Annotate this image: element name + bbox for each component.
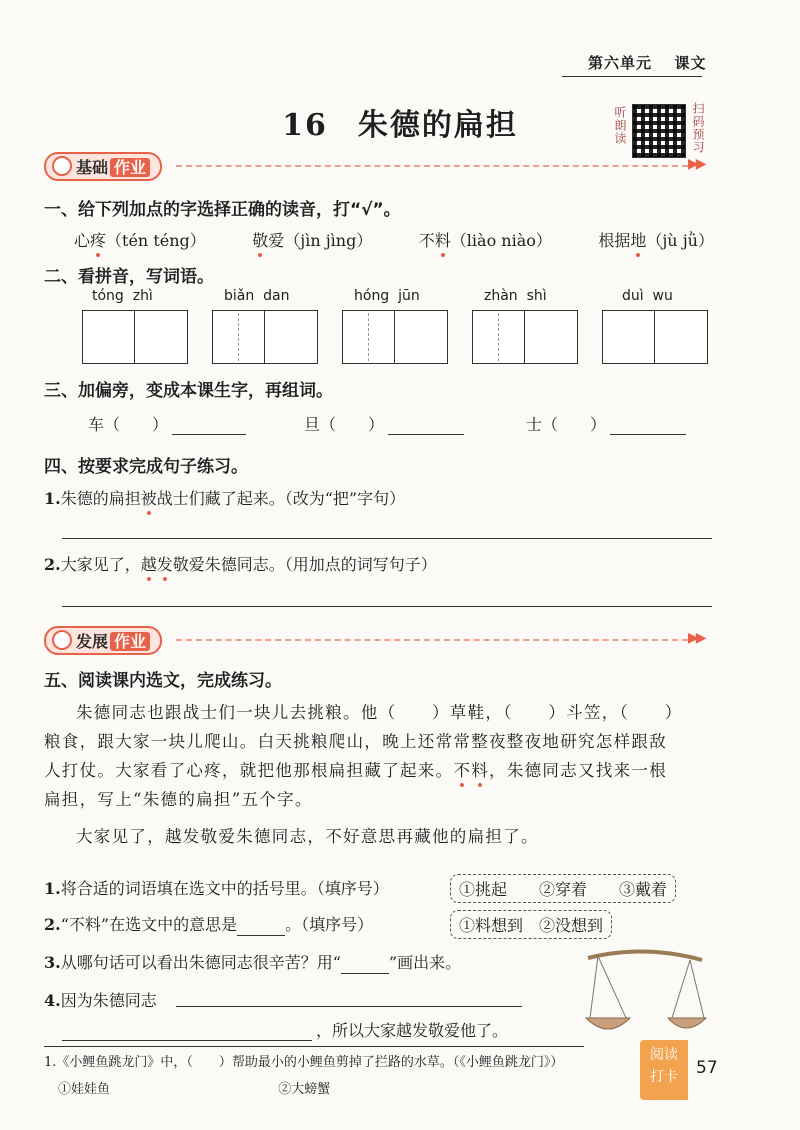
answer-line[interactable]: [62, 538, 712, 539]
q5-sub-2-options: ①料想到 ②没想到: [450, 910, 612, 939]
double-arrow-icon: ▶▶: [688, 156, 704, 172]
pinyin-label: zhàn shì: [484, 288, 547, 304]
listen-label: 听朗读: [613, 106, 627, 145]
q3-item: 旦（ ）: [304, 415, 385, 434]
answer-line[interactable]: [176, 1006, 522, 1007]
left-basket: [586, 1018, 630, 1029]
writing-grid[interactable]: [602, 310, 708, 364]
left-rope: [590, 956, 626, 1018]
answer-line[interactable]: [62, 606, 712, 607]
q5-heading: 五、阅读课内选文，完成练习。: [44, 671, 282, 691]
q1-item: 心疼（tén téng）: [74, 231, 206, 250]
q5-sub-1: 1.将合适的词语填在选文中的括号里。（填序号）: [44, 879, 389, 898]
lightbulb-icon: [52, 156, 72, 176]
lesson-title: 朱德的扁担: [357, 108, 518, 143]
lesson-number: 16: [282, 108, 328, 143]
q5-sub-4-tail: ，所以大家越发敬爱他了。: [316, 1021, 509, 1040]
page-number: 57: [696, 1058, 718, 1078]
q5-sub-1-options: ①挑起 ②穿着 ③戴着: [450, 874, 676, 903]
answer-line[interactable]: [62, 1040, 312, 1041]
q4-sentence-1: 1.朱德的扁担被战士们藏了起来。（改为“把”字句）: [44, 489, 406, 508]
dashed-divider: [176, 639, 688, 641]
unit-label: 第六单元: [588, 54, 653, 72]
pole: [588, 951, 702, 960]
pinyin-label: hóng jūn: [354, 288, 420, 304]
answer-line[interactable]: [388, 434, 464, 435]
q3-item: 车（ ）: [88, 415, 169, 434]
pinyin-label: duì wu: [622, 288, 673, 304]
answer-line[interactable]: [172, 434, 246, 435]
fill-blank[interactable]: [237, 912, 285, 936]
q1-items: [74, 228, 714, 251]
right-basket: [668, 1018, 706, 1028]
q2-heading: 二、看拼音，写词语。: [44, 267, 214, 287]
dashed-divider: [176, 165, 688, 167]
pinyin-label: biǎn dan: [224, 288, 290, 304]
writing-grid[interactable]: [342, 310, 448, 364]
q1-item: 根据地（jù jǜ）: [598, 231, 714, 250]
footer-quiz: 1.《小鲤鱼跳龙门》中，（ ）帮助最小的小鲤鱼剪掉了拦路的水草。（《小鲤鱼跳龙门》） ①娃娃鱼 ②大螃蟹: [44, 1046, 584, 1097]
right-rope: [672, 960, 704, 1018]
q3-heading: 三、加偏旁，变成本课生字，再组词。: [44, 381, 333, 401]
q5-sub-4: 4.因为朱德同志: [44, 991, 157, 1010]
underline-sample: [341, 950, 389, 974]
category-label: 课文: [674, 54, 707, 72]
qr-code-icon[interactable]: [632, 104, 686, 158]
q4-heading: 四、按要求完成句子练习。: [44, 457, 248, 477]
lightbulb-icon: [52, 630, 72, 650]
pinyin-label: tóng zhì: [92, 288, 153, 304]
q5-sub-2: 2.“不料”在选文中的意思是 。（填序号）: [44, 912, 373, 936]
reading-checkin-button[interactable]: 阅读 打卡: [640, 1040, 688, 1100]
carrying-pole-illustration: [580, 940, 710, 1040]
header-rule: [562, 76, 702, 77]
writing-grid[interactable]: [82, 310, 188, 364]
double-arrow-icon: ▶▶: [688, 630, 704, 646]
basic-badge: 基础 作业: [44, 152, 162, 181]
q1-heading: 一、给下列加点的字选择正确的读音，打“√”。: [44, 200, 401, 220]
writing-grid[interactable]: [472, 310, 578, 364]
q4-sentence-2: 2.大家见了，越发敬爱朱德同志。（用加点的词写句子）: [44, 555, 437, 574]
writing-grid[interactable]: [212, 310, 318, 364]
dev-badge: 发展 作业: [44, 626, 162, 655]
answer-line[interactable]: [610, 434, 686, 435]
q3-item: 士（ ）: [526, 415, 607, 434]
basic-section-header: [44, 152, 704, 178]
footer-option: ①娃娃鱼: [58, 1082, 111, 1097]
footer-option: ②大螃蟹: [278, 1082, 331, 1097]
q1-item: 不料（liào niào）: [418, 231, 552, 250]
unit-header: [588, 52, 707, 73]
q1-item: 敬爱（jìn jìng）: [252, 231, 373, 250]
dev-section-header: [44, 626, 704, 652]
q5-sub-3: 3.从哪句话可以看出朱德同志很辛苦？用“ ”画出来。: [44, 950, 461, 974]
reading-passage: 朱德同志也跟战士们一块儿去挑粮。他（ ）草鞋，（ ）斗笠，（ ） 粮食，跟大家一块儿爬山。白天挑粮爬山，晚上还常常整夜整夜地研究怎样跟敌 人打仗。大家看了心疼，就把他那根扁担藏了起来。不料，朱德同志又找来一根 扁担，写上“朱德的扁担”五个字。 大家见了，越发敬爱朱德同志，不好意思再藏他的扁担了。: [44, 703, 683, 846]
scan-label: 扫码预习: [691, 102, 705, 154]
